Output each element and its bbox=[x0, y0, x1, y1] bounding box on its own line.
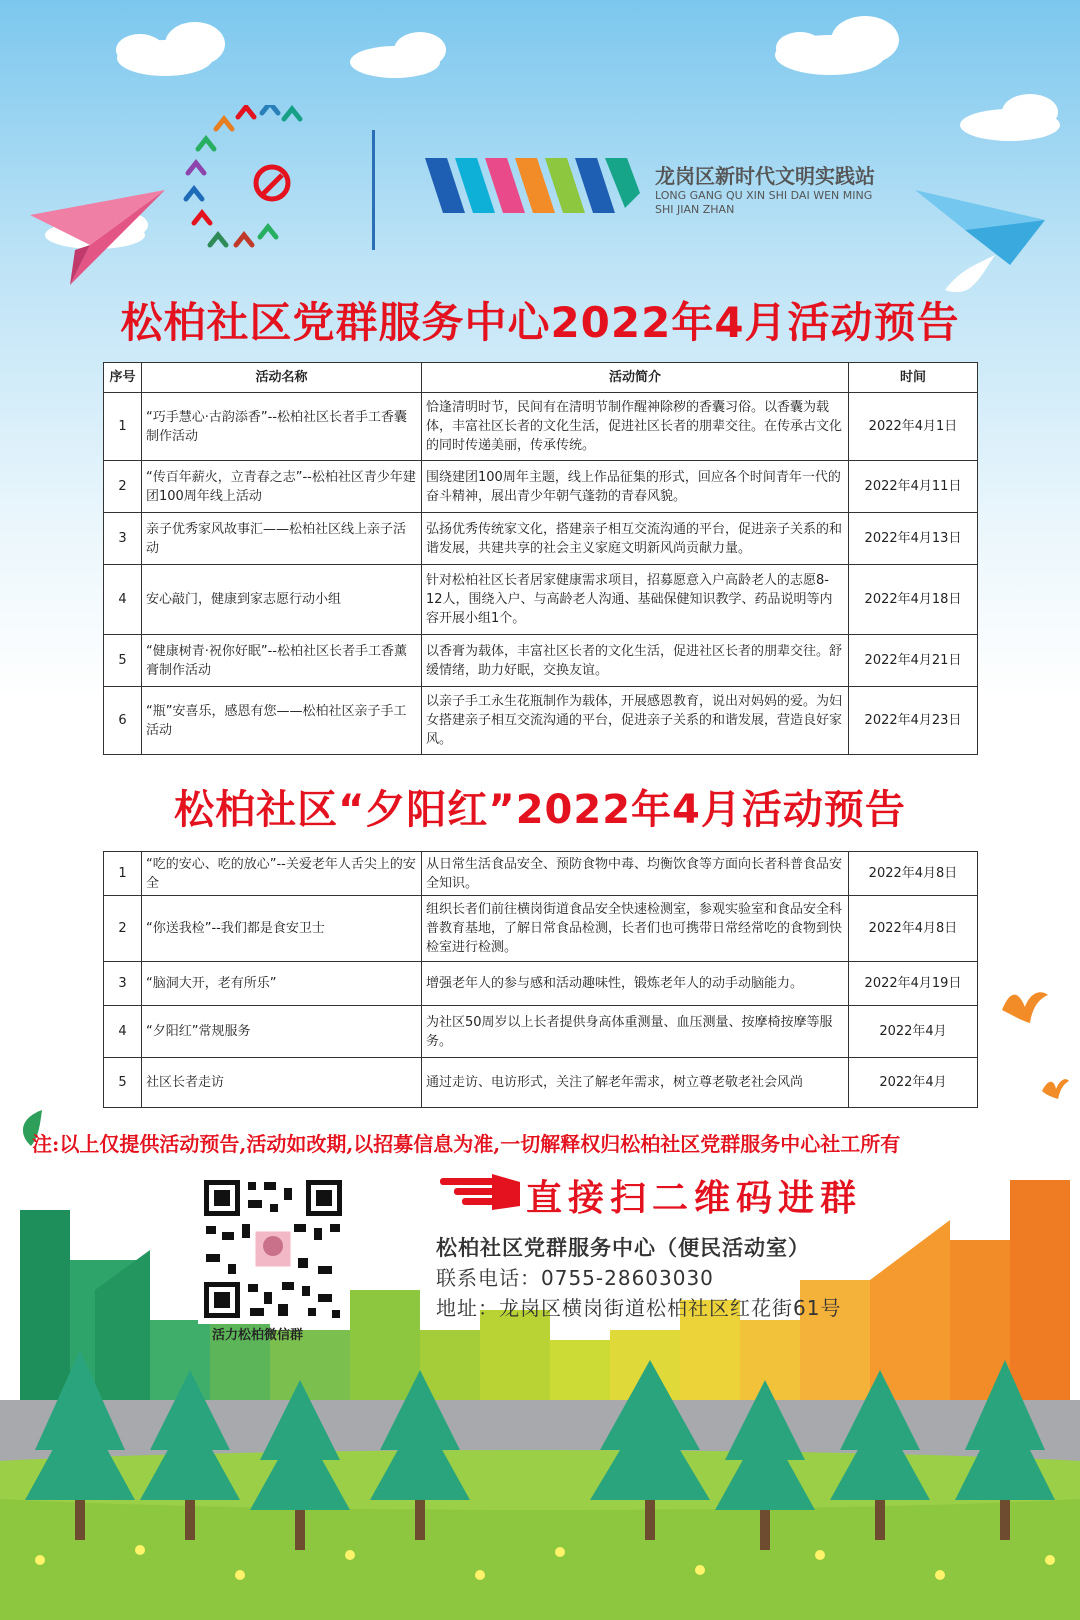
table-row bbox=[104, 635, 978, 687]
table-row bbox=[104, 852, 978, 896]
row-no: 4 bbox=[104, 565, 142, 635]
row-no: 1 bbox=[104, 393, 142, 461]
table-row bbox=[104, 1058, 978, 1108]
qr-code-icon bbox=[198, 1174, 348, 1324]
row-name: “吃的安心、吃的放心”--关爱老年人舌尖上的安全 bbox=[142, 852, 422, 896]
row-name: 社区长者走访 bbox=[142, 1058, 422, 1108]
section2-title: 松柏社区“夕阳红”2022年4月活动预告 bbox=[174, 787, 906, 833]
row-date: 2022年4月23日 bbox=[849, 687, 978, 755]
row-date: 2022年4月 bbox=[849, 1058, 978, 1108]
party-logo-icon bbox=[180, 105, 320, 255]
row-date: 2022年4月11日 bbox=[849, 461, 978, 513]
row-date: 2022年4月8日 bbox=[849, 852, 978, 896]
section1-title: 松柏社区党群服务中心2022年4月活动预告 bbox=[120, 298, 960, 347]
table-row bbox=[104, 687, 978, 755]
row-no: 2 bbox=[104, 461, 142, 513]
table-row bbox=[104, 1006, 978, 1058]
row-no: 6 bbox=[104, 687, 142, 755]
pointing-hand-icon bbox=[440, 1172, 522, 1212]
row-name: “你送我检”--我们都是食安卫士 bbox=[142, 896, 422, 962]
table-row bbox=[104, 962, 978, 1006]
table-row bbox=[104, 393, 978, 461]
col-header-no: 序号 bbox=[104, 363, 142, 393]
table-header-row bbox=[104, 363, 978, 393]
row-desc: 弘扬优秀传统家文化，搭建亲子相互交流沟通的平台，促进亲子关系的和谐发展，共建共享的社会主义家庭文明新风尚贡献力量。 bbox=[422, 513, 849, 565]
row-desc: 从日常生活食品安全、预防食物中毒、均衡饮食等方面向长者科普食品安全知识。 bbox=[422, 852, 849, 896]
row-desc: 以香膏为载体，丰富社区长者的文化生活，促进社区长者的朋辈交往。舒缓情绪，助力好眠，交换友谊。 bbox=[422, 635, 849, 687]
row-date: 2022年4月21日 bbox=[849, 635, 978, 687]
row-no: 5 bbox=[104, 635, 142, 687]
row-name: “健康树青·祝你好眠”--松柏社区长者手工香薰膏制作活动 bbox=[142, 635, 422, 687]
activity-table-2 bbox=[103, 851, 978, 1108]
row-date: 2022年4月 bbox=[849, 1006, 978, 1058]
bird-icon bbox=[1000, 985, 1050, 1035]
row-no: 1 bbox=[104, 852, 142, 896]
logo-divider bbox=[372, 130, 375, 250]
row-desc: 为社区50周岁以上长者提供身高体重测量、血压测量、按摩椅按摩等服务。 bbox=[422, 1006, 849, 1058]
row-name: “夕阳红”常规服务 bbox=[142, 1006, 422, 1058]
org-pinyin-line1: LONG GANG QU XIN SHI DAI WEN MING bbox=[655, 189, 873, 202]
row-desc: 以亲子手工永生花瓶制作为载体，开展感恩教育，说出对妈妈的爱。为妇女搭建亲子相互交流沟通的平台，促进亲子关系的和谐发展，营造良好家风。 bbox=[422, 687, 849, 755]
row-desc: 增强老年人的参与感和活动趣味性，锻炼老年人的动手动脑能力。 bbox=[422, 962, 849, 1006]
row-date: 2022年4月18日 bbox=[849, 565, 978, 635]
row-desc: 针对松柏社区长者居家健康需求项目，招募愿意入户高龄老人的志愿8-12人，围绕入户、与高龄老人沟通、基础保健知识教学、药品说明等内容开展小组1个。 bbox=[422, 565, 849, 635]
row-desc: 通过走访、电访形式，关注了解老年需求，树立尊老敬老社会风尚 bbox=[422, 1058, 849, 1108]
scan-qr-heading: 直接扫二维码进群 bbox=[526, 1177, 863, 1219]
row-date: 2022年4月1日 bbox=[849, 393, 978, 461]
disclaimer-note: 注:以上仅提供活动预告,活动如改期,以招募信息为准,一切解释权归松柏社区党群服务中心社工所有 bbox=[32, 1132, 901, 1156]
row-name: “传百年薪火，立青春之志”--松柏社区青少年建团100周年线上活动 bbox=[142, 461, 422, 513]
contact-phone: 联系电话：0755-28603030 bbox=[436, 1266, 714, 1290]
org-pinyin-line2: SHI JIAN ZHAN bbox=[655, 203, 735, 216]
row-no: 4 bbox=[104, 1006, 142, 1058]
row-date: 2022年4月19日 bbox=[849, 962, 978, 1006]
org-name-cn: 龙岗区新时代文明实践站 bbox=[655, 164, 875, 188]
row-no: 3 bbox=[104, 513, 142, 565]
paper-plane-left-icon bbox=[30, 185, 170, 295]
row-desc: 围绕建团100周年主题，线上作品征集的形式，回应各个时间青年一代的奋斗精神，展出青少年朝气蓬勃的青春风貌。 bbox=[422, 461, 849, 513]
qr-code[interactable] bbox=[198, 1174, 348, 1324]
table-row bbox=[104, 461, 978, 513]
col-header-name: 活动名称 bbox=[142, 363, 422, 393]
table-row bbox=[104, 896, 978, 962]
col-header-date: 时间 bbox=[849, 363, 978, 393]
row-desc: 恰逢清明时节，民间有在清明节制作醒神除秽的香囊习俗。以香囊为载体，丰富社区长者的文化生活，促进社区长者的朋辈交往。在传承古文化的同时传递美丽，传承传统。 bbox=[422, 393, 849, 461]
table-row bbox=[104, 565, 978, 635]
contact-address: 地址：龙岗区横岗街道松柏社区红花街61号 bbox=[436, 1296, 842, 1320]
row-desc: 组织长者们前往横岗街道食品安全快速检测室，参观实验室和食品安全科普教育基地，了解日常食品检测，长者们也可携带日常经常吃的食物到快检室进行检测。 bbox=[422, 896, 849, 962]
row-name: 亲子优秀家风故事汇——松柏社区线上亲子活动 bbox=[142, 513, 422, 565]
row-name: “瓶”安喜乐，感恩有您——松柏社区亲子手工活动 bbox=[142, 687, 422, 755]
row-no: 2 bbox=[104, 896, 142, 962]
row-date: 2022年4月13日 bbox=[849, 513, 978, 565]
wenming-logo-icon bbox=[425, 148, 640, 223]
row-no: 3 bbox=[104, 962, 142, 1006]
center-name: 松柏社区党群服务中心（便民活动室） bbox=[436, 1236, 810, 1260]
row-name: “脑洞大开，老有所乐” bbox=[142, 962, 422, 1006]
activity-table-1 bbox=[103, 362, 978, 755]
qr-caption: 活力松柏微信群 bbox=[212, 1328, 304, 1343]
row-no: 5 bbox=[104, 1058, 142, 1108]
col-header-desc: 活动简介 bbox=[422, 363, 849, 393]
row-name: 安心敲门，健康到家志愿行动小组 bbox=[142, 565, 422, 635]
row-name: “巧手慧心·古韵添香”--松柏社区长者手工香囊制作活动 bbox=[142, 393, 422, 461]
bird-small-icon bbox=[1040, 1073, 1070, 1103]
row-date: 2022年4月8日 bbox=[849, 896, 978, 962]
table-row bbox=[104, 513, 978, 565]
